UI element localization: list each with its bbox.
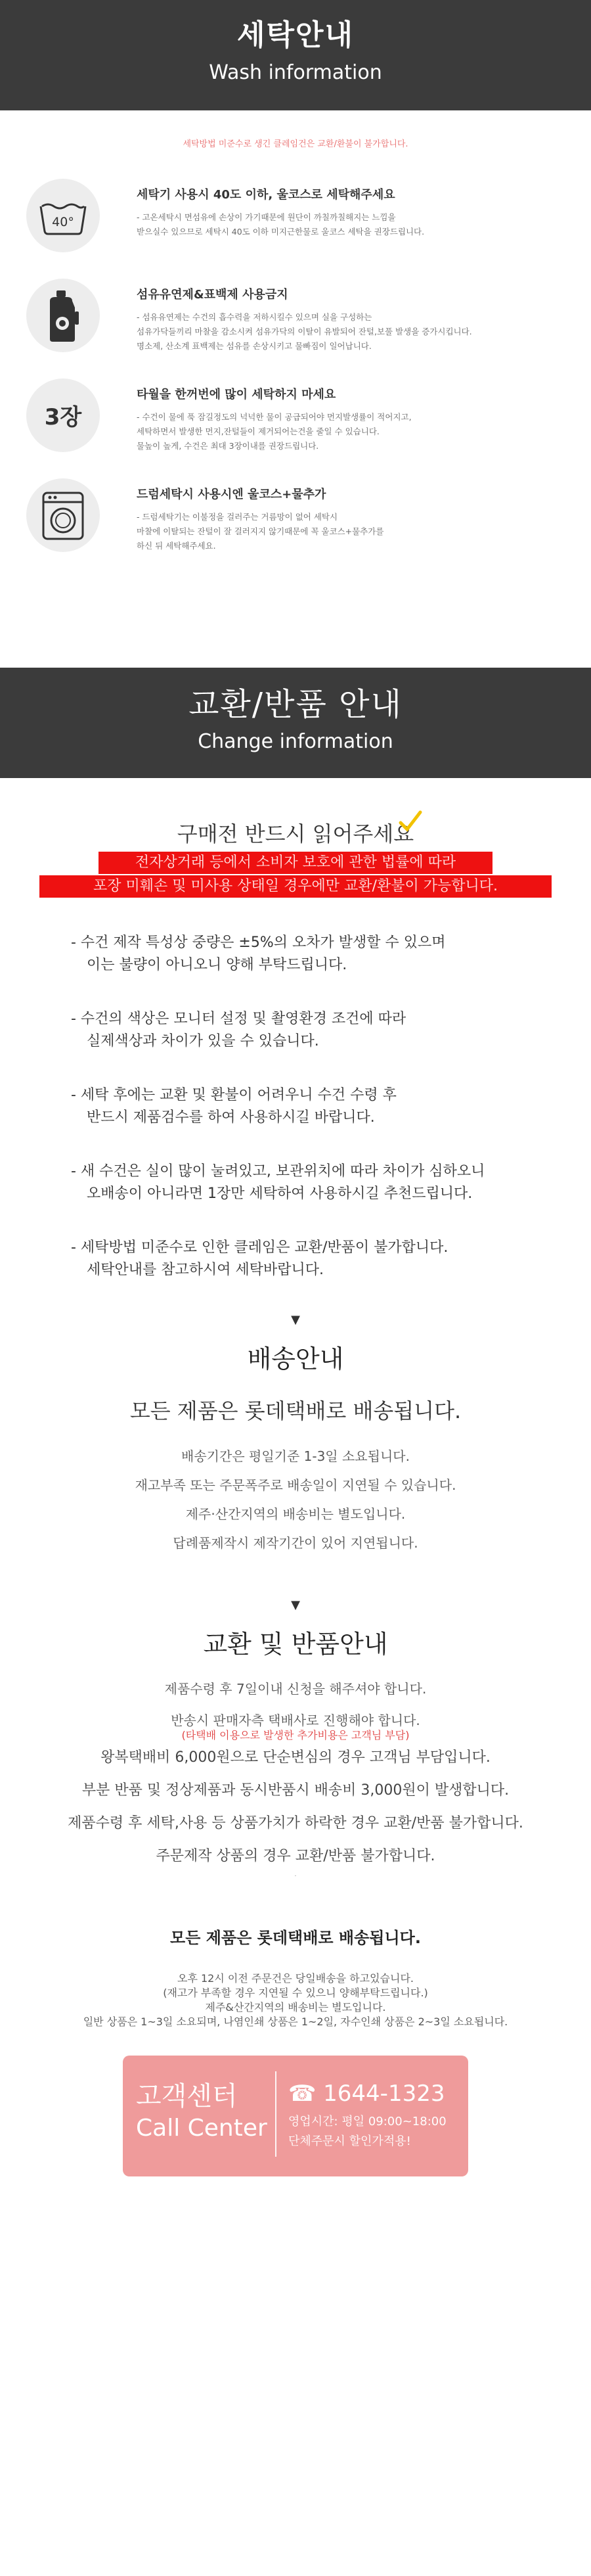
exchange-line: 부분 반품 및 정상제품과 동시반품시 배송비 3,000원이 발생합니다. [81, 1782, 510, 1799]
red-notice-bar: 포장 미훼손 및 미사용 상태일 경우에만 교환/환불이 가능합니다. [39, 875, 552, 898]
wash-banner [0, 0, 591, 110]
wash-item [26, 476, 565, 576]
delivery-line: 배송기간은 평일기준 1-3일 소요됩니다. [181, 1448, 410, 1464]
exchange-red-note: (타택배 이용으로 발생한 추가비용은 고객님 부담) [181, 1729, 410, 1741]
wash-item-desc: - 드럼세탁기는 이불정을 걸러주는 거름망이 없어 세탁시 마찰에 이탈되는 잔털이 잘 걸러지지 않기때문에 꼭 울코스+물추가를 하신 뒤 세탁해주세요. [137, 512, 384, 551]
business-hours: 영업시간: 평일 09:00~18:00 [288, 2115, 447, 2128]
exchange-lines [0, 1674, 591, 1880]
drum-washer-icon [26, 478, 100, 552]
wash-item-title: 드럼세탁시 사용시엔 울코스+물추가 [137, 488, 326, 501]
footer-lead: 모든 제품은 롯데택배로 배송됩니다. [170, 1929, 421, 1947]
exchange-line: 반송시 판매자측 택배사로 진행해야 합니다. [171, 1713, 420, 1728]
group-discount-note: 단체주문시 할인가적용! [288, 2134, 411, 2148]
spacer [0, 576, 591, 668]
call-center-label [136, 2079, 267, 2144]
wash-notice: 세탁방법 미준수로 생긴 클레임건은 교환/환불이 불가합니다. [183, 139, 408, 149]
down-arrow-icon: ▼ [291, 1598, 300, 1612]
wash-item-desc: - 수건이 물에 푹 잠길정도의 넉넉한 물이 공급되어야 먼지발생률이 적어지고, 세탁하면서 발생한 먼지,잔털들이 제거되어는건을 줄일 수 있습니다. 물높이 높게, 수건은 최대 3장이내를 권장드립니다. [137, 412, 412, 451]
must-read-heading: 구매전 반드시 읽어주세요 [0, 817, 591, 848]
svg-text:3장: 3장 [44, 404, 82, 430]
delivery-line: 제주·산간지역의 배송비는 별도입니다. [185, 1506, 406, 1522]
notice-list [71, 932, 544, 1281]
delivery-title: 배송안내 [247, 1345, 344, 1373]
change-title-en: Change information [198, 730, 393, 753]
footer-line: 제주&산간지역의 배송비는 별도입니다. [205, 2001, 386, 2013]
wash-item-desc: - 섬유유연제는 수건의 흡수력을 저하시킬수 있으며 실을 구성하는 섬유가닥들끼리 마찰을 감소시켜 섬유가닥의 이탈이 유발되어 잔털,보풀 발생을 증가시킵니다. 명소제, 산소계 표백제는 섬유를 손상시키고 물빠짐이 일어납니다. [137, 312, 472, 351]
notice-item: - 세탁 후에는 교환 및 환불이 어려우니 수건 수령 후 반드시 제품검수를 하여 사용하시길 바랍니다. [71, 1087, 397, 1126]
down-arrow-icon: ▼ [291, 1313, 300, 1327]
wash-title-ko: 세탁안내 [236, 18, 354, 52]
exchange-title: 교환 및 반품안내 [203, 1630, 388, 1659]
notice-item: - 새 수건은 실이 많이 눌려있고, 보관위치에 따라 차이가 심하오니 오배송이 아니라면 1장만 세탁하여 사용하시길 추천드립니다. [71, 1163, 485, 1202]
divider [275, 2071, 276, 2157]
spacer [0, 778, 591, 817]
wash-item [26, 176, 565, 276]
delivery-lines [0, 1442, 591, 1557]
change-title-ko: 교환/반품 안내 [188, 686, 403, 723]
detergent-bottle-icon [26, 279, 100, 352]
change-banner [0, 668, 591, 778]
delivery-line: 답례품제작시 제작기간이 있어 지연됩니다. [173, 1535, 418, 1551]
three-towels-icon [26, 379, 100, 452]
notice-item: - 수건 제작 특성상 중량은 ±5%의 오차가 발생할 수 있으며 이는 불량이 아니오니 양해 부탁드립니다. [71, 934, 446, 973]
exchange-line: 제품수령 후 세탁,사용 등 상품가치가 하락한 경우 교환/반품 불가합니다. [68, 1815, 523, 1831]
checkmark-icon [397, 808, 423, 835]
footer-line: 오후 12시 이전 주문건은 당일배송을 하고있습니다. [177, 1972, 414, 1985]
footer-lines [0, 1971, 591, 2029]
delivery-lead: 모든 제품은 롯데택배로 배송됩니다. [129, 1398, 462, 1423]
wash-40-icon [26, 179, 100, 252]
phone-number[interactable]: ☎ 1644-1323 [288, 2081, 445, 2107]
footer-line: 일반 상품은 1~3일 소요되며, 나염인쇄 상품은 1~2일, 자수인쇄 상품은 2~3일 소요됩니다. [83, 2015, 508, 2028]
exchange-line: 주문제작 상품의 경우 교환/반품 불가합니다. [156, 1848, 435, 1864]
exchange-line: 왕복택배비 6,000원으로 단순변심의 경우 고객님 부담입니다. [100, 1749, 491, 1766]
call-center-info [288, 2078, 447, 2151]
notice-item: - 세탁방법 미준수로 인한 클레임은 교환/반품이 불가합니다. 세탁안내를 참고하시여 세탁바랍니다. [71, 1239, 449, 1278]
wash-item [26, 376, 565, 476]
wash-title-en: Wash information [209, 61, 382, 84]
red-notice-bar: 전자상거래 등에서 소비자 보호에 관한 법률에 따라 [98, 852, 492, 874]
notice-item: - 수건의 색상은 모니터 설정 및 촬영환경 조건에 따라 실제색상과 차이가 있을 수 있습니다. [71, 1011, 406, 1049]
call-center-box [123, 2056, 468, 2176]
exchange-dot: · [294, 1873, 297, 1880]
wash-item-title: 섬유유연제&표백제 사용금지 [137, 288, 288, 302]
wash-item-title: 세탁기 사용시 40도 이하, 울코스로 세탁해주세요 [137, 188, 395, 202]
exchange-line: 제품수령 후 7일이내 신청을 해주셔야 합니다. [164, 1681, 427, 1697]
call-center-ko: 고객센터 [136, 2081, 238, 2111]
delivery-line: 재고부족 또는 주문폭주로 배송일이 지연될 수 있습니다. [135, 1477, 456, 1493]
footer-line: (재고가 부족할 경우 지연될 수 있으니 양해부탁드립니다.) [163, 1987, 428, 1999]
wash-item-title: 타월을 한꺼번에 많이 세탁하지 마세요 [137, 388, 336, 402]
call-center-en: Call Center [136, 2115, 267, 2142]
wash-item-desc: - 고온세탁시 면섬유에 손상이 가기때문에 원단이 까칠까칠해지는 느낌을 받으실수 있으므로 세탁시 40도 이하 미지근한물로 울코스 세탁을 권장드립니다. [137, 212, 425, 237]
wash-item [26, 276, 565, 376]
svg-text:40°: 40° [52, 215, 74, 229]
